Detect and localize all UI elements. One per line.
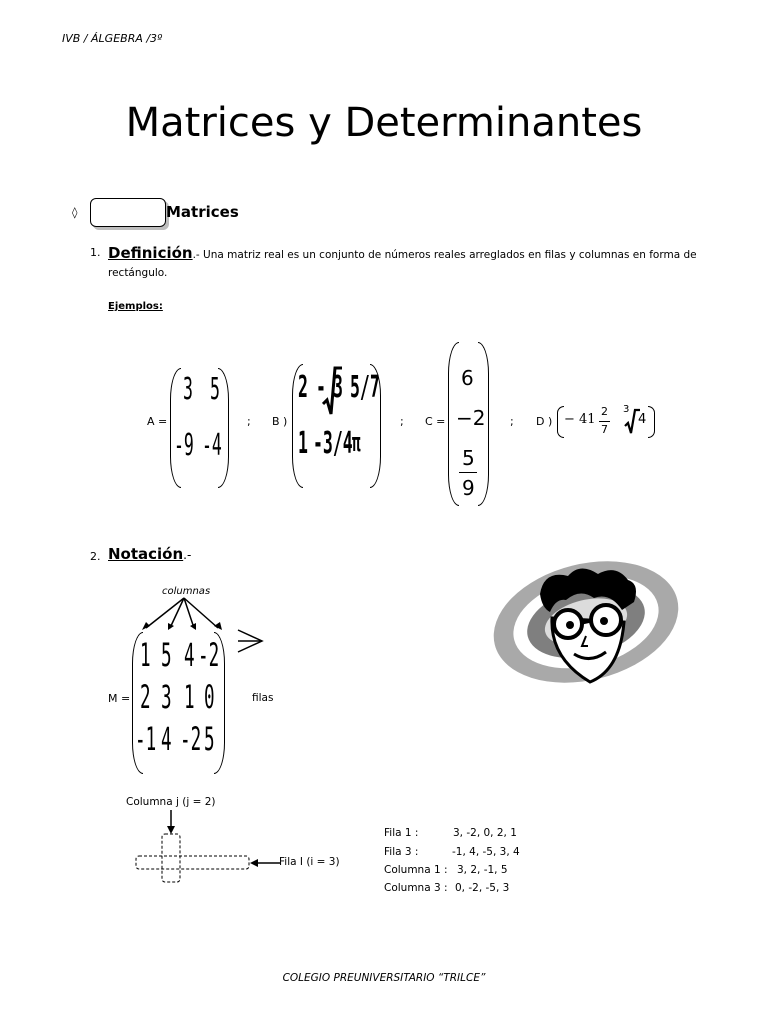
matrix-m-cell: -2 xyxy=(180,720,202,758)
page-header: IVB / ÁLGEBRA /3º xyxy=(62,32,163,45)
matrix-m-label: M = xyxy=(108,692,131,705)
page-footer: COLEGIO PREUNIVERSITARIO “TRILCE” xyxy=(282,972,486,984)
matrix-a-cell: 5 xyxy=(210,372,220,407)
matrix-a-cell: -4 xyxy=(202,428,222,463)
matrix-m-cell: 0 xyxy=(204,678,215,716)
list-label: Fila 3 : xyxy=(384,846,419,858)
definition-number: 1. xyxy=(90,246,101,259)
matrix-c-cell: −2 xyxy=(456,406,486,430)
matrix-m-cell: -1 xyxy=(135,720,157,758)
matrix-b-label: B ) xyxy=(272,415,288,428)
columnas-label: columnas xyxy=(162,586,211,597)
definition-paragraph xyxy=(108,244,708,282)
matrix-m-cell: 3 xyxy=(161,678,172,716)
matrix-b-cell: 3 xyxy=(333,370,343,405)
matrix-d-fraction-numerator: 2 xyxy=(601,405,608,418)
matrix-d-cell: 4 xyxy=(638,412,647,427)
matrix-c-fraction-denominator: 9 xyxy=(462,476,475,500)
matrix-d-left-bracket xyxy=(557,406,564,438)
matrix-b-cell: 5/7 xyxy=(350,370,380,405)
matrix-a-label: A = xyxy=(147,415,168,428)
matrix-m-cell: 4 xyxy=(184,636,195,674)
list-value: 3, 2, -1, 5 xyxy=(457,864,508,876)
section-title: Matrices xyxy=(166,203,239,221)
list-value: 0, -2, -5, 3 xyxy=(455,882,510,894)
examples-label: Ejemplos: xyxy=(108,301,163,312)
filas-arrows-icon xyxy=(236,628,266,654)
matrix-d-fraction-denominator: 7 xyxy=(601,423,608,436)
matrix-c-fraction-numerator: 5 xyxy=(462,446,475,470)
separator: ; xyxy=(400,415,404,428)
list-label: Columna 1 : xyxy=(384,864,448,876)
matrix-m-cell: 1 xyxy=(140,636,151,674)
notation-heading xyxy=(108,545,191,563)
matrix-d-right-bracket xyxy=(648,406,655,438)
notation-heading-text: Notación xyxy=(108,545,184,563)
matrix-b-cell: π xyxy=(352,428,361,458)
matrix-d-label: D ) xyxy=(536,415,553,428)
notation-number: 2. xyxy=(90,550,101,563)
list-label: Fila 1 : xyxy=(384,827,419,839)
list-value: -1, 4, -5, 3, 4 xyxy=(452,846,520,858)
list-value: 3, -2, 0, 2, 1 xyxy=(453,827,517,839)
cartoon-character-illustration xyxy=(490,558,682,686)
matrix-m-cell: 5 xyxy=(204,720,215,758)
matrix-a-cell: -9 xyxy=(174,428,194,463)
separator: ; xyxy=(510,415,514,428)
fila-i-label: Fila I (i = 3) xyxy=(279,856,340,868)
matrix-b-cell: 1 xyxy=(298,426,308,461)
definition-heading: Definición xyxy=(108,244,193,262)
fraction-bar xyxy=(459,472,477,473)
matrix-a-cell: 3 xyxy=(183,372,193,407)
diamond-bullet-icon: ◊ xyxy=(72,206,78,219)
matrix-c-label: C = xyxy=(425,415,446,428)
matrix-d-cell: − 41 xyxy=(564,412,596,427)
matrix-b-cell: -3/4 xyxy=(313,426,353,461)
matrix-b-cell: 2 xyxy=(298,370,308,405)
definition-text: .- Una matriz real es un conjunto de números reales arreglados en filas y columnas en forma de rectángulo. xyxy=(108,249,697,279)
fraction-bar xyxy=(599,421,610,422)
matrix-m-cell: 2 xyxy=(140,678,151,716)
matrix-m-cell: 4 xyxy=(161,720,172,758)
matrix-b-cell: - xyxy=(316,370,326,405)
filas-label: filas xyxy=(252,692,274,704)
notation-heading-suffix: .- xyxy=(183,548,192,562)
columna-j-label: Columna j (j = 2) xyxy=(126,796,216,808)
columnas-arrows xyxy=(130,596,240,632)
row-column-diagram xyxy=(130,810,360,886)
matrix-c-cell: 6 xyxy=(461,366,474,390)
matrix-m-cell: -2 xyxy=(198,636,220,674)
matrix-m-cell: 5 xyxy=(161,636,172,674)
matrix-m-cell: 1 xyxy=(184,678,195,716)
root-index: 3 xyxy=(623,404,630,415)
page-title: Matrices y Determinantes xyxy=(125,100,643,146)
list-label: Columna 3 : xyxy=(384,882,448,894)
section-box xyxy=(90,198,166,227)
separator: ; xyxy=(247,415,251,428)
